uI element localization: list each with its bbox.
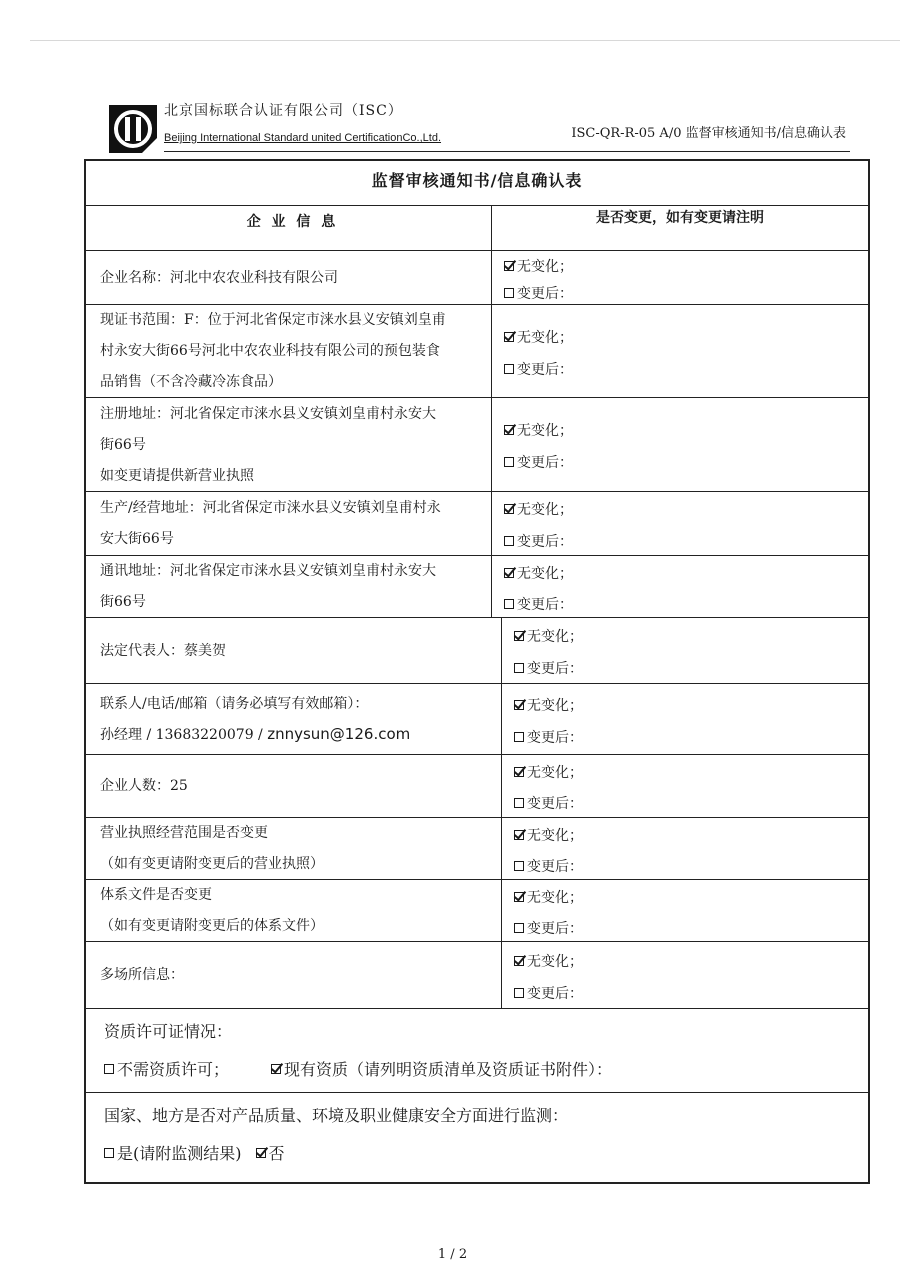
no-change-option bbox=[504, 563, 573, 583]
changed-option bbox=[514, 793, 583, 813]
document-code: ISC-QR-R-05 A/0 监督审核通知书/信息确认表 bbox=[571, 126, 846, 141]
no-change-label: 无变化； bbox=[517, 258, 573, 275]
info-line: 街66号 bbox=[100, 436, 146, 453]
changed-label: 变更后： bbox=[527, 858, 583, 875]
no-change-checkbox[interactable] bbox=[504, 568, 514, 578]
no-change-label: 无变化； bbox=[527, 697, 583, 714]
info-cell bbox=[86, 305, 492, 397]
info-cell bbox=[86, 251, 492, 304]
info-line: 通讯地址：河北省保定市涞水县义安镇刘皇甫村永安大 bbox=[100, 563, 436, 579]
change-cell bbox=[502, 880, 868, 941]
changed-label: 变更后： bbox=[527, 796, 583, 813]
changed-checkbox[interactable] bbox=[514, 732, 524, 742]
changed-checkbox[interactable] bbox=[504, 536, 514, 546]
column-header-row bbox=[86, 205, 868, 251]
changed-label: 变更后： bbox=[517, 534, 573, 550]
no-change-option bbox=[514, 695, 583, 715]
info-line: 多场所信息： bbox=[100, 967, 184, 983]
info-row bbox=[86, 492, 868, 556]
info-cell bbox=[86, 556, 492, 617]
qualification-label: 资质许可证情况： bbox=[104, 1022, 233, 1041]
info-line: 品销售（不含冷藏冷冻食品） bbox=[100, 374, 282, 390]
change-cell bbox=[492, 492, 868, 555]
monitoring-yes-label: 是(请附监测结果) bbox=[117, 1144, 242, 1163]
info-row bbox=[86, 618, 868, 684]
form-title: 监督审核通知书/信息确认表 bbox=[86, 161, 868, 206]
info-cell bbox=[86, 618, 502, 683]
no-change-label: 无变化； bbox=[527, 629, 583, 645]
page-number: 1 / 2 bbox=[437, 1247, 468, 1262]
changed-checkbox[interactable] bbox=[504, 599, 514, 609]
info-line: （如有变更请附变更后的营业执照） bbox=[100, 856, 324, 872]
no-change-checkbox[interactable] bbox=[514, 892, 524, 902]
changed-option bbox=[514, 918, 583, 938]
no-change-label: 无变化； bbox=[517, 502, 573, 518]
change-cell bbox=[502, 618, 868, 683]
col-left-header: 企 业 信 息 bbox=[86, 205, 492, 250]
change-cell bbox=[492, 556, 868, 617]
info-cell bbox=[86, 942, 502, 1008]
info-row bbox=[86, 880, 868, 942]
header-rule bbox=[164, 151, 850, 152]
info-line: 联系人/电话/邮箱（请务必填写有效邮箱）： bbox=[100, 695, 369, 712]
qualification-have-label: 现有资质（请列明资质清单及资质证书附件）： bbox=[284, 1060, 613, 1079]
changed-checkbox[interactable] bbox=[504, 457, 514, 467]
info-cell bbox=[86, 880, 502, 941]
info-row bbox=[86, 398, 868, 492]
changed-label: 变更后： bbox=[527, 661, 583, 677]
info-row bbox=[86, 556, 868, 618]
no-change-option bbox=[504, 499, 573, 519]
changed-option bbox=[504, 594, 573, 614]
changed-option bbox=[514, 983, 583, 1003]
col-right-header: 是否变更，如有变更请注明 bbox=[596, 210, 764, 226]
page-top-rule bbox=[30, 40, 900, 41]
changed-label: 变更后： bbox=[517, 285, 573, 302]
changed-checkbox[interactable] bbox=[504, 288, 514, 298]
qualification-options bbox=[104, 1057, 612, 1080]
confirmation-form bbox=[84, 159, 870, 1184]
no-change-label: 无变化； bbox=[527, 889, 583, 906]
changed-option bbox=[504, 452, 573, 472]
contact-email: znnysun@126.com bbox=[267, 724, 411, 743]
info-line: 村永安大街66号河北中农农业科技有限公司的预包装食 bbox=[100, 343, 440, 359]
qualification-have-checkbox[interactable] bbox=[271, 1064, 281, 1074]
info-row bbox=[86, 684, 868, 755]
no-change-checkbox[interactable] bbox=[504, 261, 514, 271]
info-line: 营业执照经营范围是否变更 bbox=[100, 825, 268, 841]
changed-checkbox[interactable] bbox=[514, 663, 524, 673]
change-cell bbox=[492, 251, 868, 304]
changed-option bbox=[514, 856, 583, 876]
no-change-option bbox=[504, 420, 573, 440]
qualification-none-checkbox[interactable] bbox=[104, 1064, 114, 1074]
info-line: 体系文件是否变更 bbox=[100, 887, 212, 903]
changed-checkbox[interactable] bbox=[504, 364, 514, 374]
no-change-label: 无变化； bbox=[527, 764, 583, 781]
changed-option bbox=[504, 359, 573, 379]
info-line: 企业人数：25 bbox=[100, 778, 188, 794]
no-change-label: 无变化； bbox=[527, 827, 583, 844]
change-cell bbox=[492, 305, 868, 397]
change-cell bbox=[502, 818, 868, 879]
changed-label: 变更后： bbox=[517, 455, 573, 471]
changed-label: 变更后： bbox=[527, 729, 583, 746]
company-name-en: Beijing International Standard united CertificationCo.,Ltd. bbox=[164, 132, 442, 144]
monitoring-yes-checkbox[interactable] bbox=[104, 1148, 114, 1158]
no-change-checkbox[interactable] bbox=[514, 631, 524, 641]
no-change-checkbox[interactable] bbox=[504, 332, 514, 342]
changed-option bbox=[514, 727, 583, 747]
no-change-checkbox[interactable] bbox=[514, 830, 524, 840]
changed-option bbox=[514, 658, 583, 678]
no-change-option bbox=[514, 951, 583, 971]
info-row bbox=[86, 755, 868, 818]
info-line: 街66号 bbox=[100, 594, 146, 610]
change-cell bbox=[502, 684, 868, 754]
info-line: （如有变更请附变更后的体系文件） bbox=[100, 918, 324, 934]
no-change-checkbox[interactable] bbox=[514, 700, 524, 710]
info-row bbox=[86, 305, 868, 398]
qualification-row bbox=[86, 1009, 868, 1093]
changed-label: 变更后： bbox=[517, 596, 573, 613]
changed-option bbox=[504, 531, 573, 551]
no-change-checkbox[interactable] bbox=[514, 767, 524, 777]
info-cell bbox=[86, 755, 502, 817]
qualification-none-label: 不需资质许可； bbox=[117, 1060, 230, 1079]
info-cell bbox=[86, 492, 492, 555]
document-header bbox=[108, 98, 850, 160]
changed-option bbox=[504, 283, 573, 303]
info-line: 如变更请提供新营业执照 bbox=[100, 467, 254, 484]
monitoring-no-label: 否 bbox=[268, 1144, 285, 1163]
info-line: 企业名称：河北中农农业科技有限公司 bbox=[100, 269, 338, 286]
no-change-label: 无变化； bbox=[517, 565, 573, 582]
change-cell bbox=[502, 755, 868, 817]
no-change-label: 无变化； bbox=[527, 953, 583, 970]
changed-checkbox[interactable] bbox=[514, 988, 524, 998]
company-name-cn: 北京国标联合认证有限公司（ISC） bbox=[164, 103, 403, 119]
info-row bbox=[86, 818, 868, 880]
changed-label: 变更后： bbox=[517, 361, 573, 378]
isc-logo-icon bbox=[108, 104, 158, 154]
changed-label: 变更后： bbox=[527, 920, 583, 937]
no-change-checkbox[interactable] bbox=[514, 956, 524, 966]
changed-checkbox[interactable] bbox=[514, 798, 524, 808]
info-line: 安大街66号 bbox=[100, 531, 174, 547]
info-line: 生产/经营地址：河北省保定市涞水县义安镇刘皇甫村永 bbox=[100, 500, 441, 516]
no-change-option bbox=[514, 762, 583, 782]
info-cell bbox=[86, 818, 502, 879]
change-cell bbox=[502, 942, 868, 1008]
no-change-label: 无变化； bbox=[517, 329, 573, 346]
monitoring-options bbox=[104, 1141, 285, 1164]
info-line: 法定代表人：蔡美贺 bbox=[100, 642, 226, 659]
changed-checkbox[interactable] bbox=[514, 923, 524, 933]
info-cell bbox=[86, 684, 502, 754]
info-cell bbox=[86, 398, 492, 491]
monitoring-label: 国家、地方是否对产品质量、环境及职业健康安全方面进行监测： bbox=[104, 1106, 569, 1125]
no-change-checkbox[interactable] bbox=[504, 425, 514, 435]
monitoring-row bbox=[86, 1093, 868, 1182]
no-change-option bbox=[504, 256, 573, 276]
info-line: 注册地址：河北省保定市涞水县义安镇刘皇甫村永安大 bbox=[100, 405, 436, 422]
info-row bbox=[86, 251, 868, 305]
contact-text: 孙经理 / 13683220079 / bbox=[100, 726, 263, 743]
no-change-checkbox[interactable] bbox=[504, 504, 514, 514]
change-cell bbox=[492, 398, 868, 491]
monitoring-no-checkbox[interactable] bbox=[256, 1148, 266, 1158]
no-change-option bbox=[504, 327, 573, 347]
no-change-option bbox=[514, 825, 583, 845]
changed-checkbox[interactable] bbox=[514, 861, 524, 871]
info-line bbox=[100, 724, 410, 744]
no-change-label: 无变化； bbox=[517, 423, 573, 439]
info-line: 现证书范围：F：位于河北省保定市涞水县义安镇刘皇甫 bbox=[100, 312, 446, 328]
changed-label: 变更后： bbox=[527, 985, 583, 1002]
info-row bbox=[86, 942, 868, 1009]
no-change-option bbox=[514, 626, 583, 646]
no-change-option bbox=[514, 887, 583, 907]
